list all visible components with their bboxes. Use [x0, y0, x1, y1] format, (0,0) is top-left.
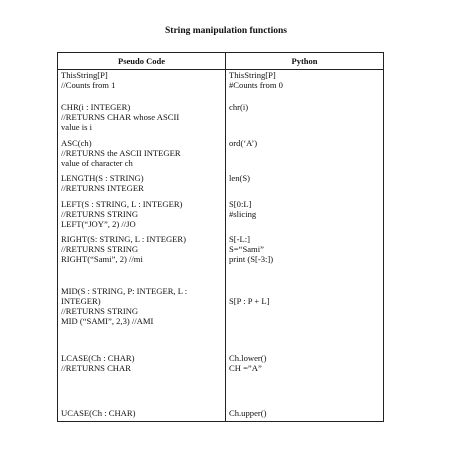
code-line: len(S): [229, 172, 251, 183]
code-line: MID(S : STRING, P: INTEGER, L :: [61, 285, 188, 296]
code-line: MID (“SAMI”, 2,3) //AMI: [61, 315, 154, 326]
table-row: [58, 408, 384, 422]
code-line: [229, 286, 380, 296]
python-cell: [226, 234, 384, 286]
pseudo-cell: [58, 408, 226, 422]
code-line: #slicing: [229, 208, 257, 219]
code-line: UCASE(Ch : CHAR): [61, 407, 136, 418]
code-line: //RETURNS STRING: [61, 243, 139, 254]
table-row: [58, 234, 384, 286]
code-line: ThisString[P]: [61, 70, 108, 80]
string-functions-table: [57, 52, 384, 422]
code-line: S[-L:]: [229, 233, 251, 244]
code-line: ThisString[P]: [229, 70, 276, 80]
code-line: ASC(ch): [61, 137, 92, 148]
table-row: [58, 173, 384, 199]
page-title: String manipulation functions: [165, 26, 287, 36]
code-line: LEFT(S : STRING, L : INTEGER): [61, 198, 183, 209]
python-cell: [226, 173, 384, 199]
table-row: [58, 286, 384, 353]
table-row: [58, 102, 384, 138]
pseudo-cell: [58, 173, 226, 199]
code-line: value of character ch: [61, 157, 133, 168]
pseudo-cell: [58, 353, 226, 408]
code-line: value is i: [61, 121, 93, 132]
code-line: S=“Sami”: [229, 243, 264, 254]
code-line: LEFT(“JOY”, 2) //JO: [61, 218, 136, 229]
python-cell: [226, 102, 384, 138]
code-line: ord(‘A’): [229, 137, 258, 148]
code-line: //RETURNS the ASCII INTEGER: [61, 147, 181, 158]
python-cell: [226, 286, 384, 353]
table-row: [58, 353, 384, 408]
header-pseudo-code: Pseudo Code: [58, 53, 226, 70]
table-row: [58, 70, 384, 102]
pseudo-cell: [58, 286, 226, 353]
header-python: Python: [226, 53, 384, 70]
code-line: S[0:L]: [229, 198, 252, 209]
code-line: LCASE(Ch : CHAR): [61, 352, 135, 363]
code-line: CH =”A”: [229, 362, 262, 373]
code-line: Ch.upper(): [229, 407, 267, 418]
python-cell: [226, 408, 384, 422]
pseudo-cell: [58, 199, 226, 234]
table-row: [58, 138, 384, 173]
code-line: #Counts from 0: [229, 80, 283, 90]
code-line: LENGTH(S : STRING): [61, 172, 144, 183]
table-row: [58, 199, 384, 234]
code-line: S[P : P + L]: [229, 295, 270, 306]
code-line: //RETURNS STRING: [61, 305, 139, 316]
code-line: RIGHT(S: STRING, L : INTEGER): [61, 233, 186, 244]
code-line: //RETURNS CHAR whose ASCII: [61, 111, 180, 122]
code-line: //Counts from 1: [61, 80, 116, 90]
code-line: Ch.lower(): [229, 352, 267, 363]
code-line: INTEGER): [61, 295, 101, 306]
python-cell: [226, 199, 384, 234]
pseudo-cell: [58, 70, 226, 102]
code-line: //RETURNS INTEGER: [61, 182, 144, 193]
code-line: //RETURNS CHAR: [61, 362, 131, 373]
pseudo-cell: [58, 234, 226, 286]
table-header-row: [58, 53, 384, 70]
code-line: CHR(i : INTEGER): [61, 101, 131, 112]
code-line: print (S[-3:]): [229, 253, 274, 264]
pseudo-cell: [58, 102, 226, 138]
code-line: //RETURNS STRING: [61, 208, 139, 219]
python-cell: [226, 70, 384, 102]
code-line: RIGHT(“Sami”, 2) //mi: [61, 253, 143, 264]
python-cell: [226, 138, 384, 173]
python-cell: [226, 353, 384, 408]
code-line: chr(i): [229, 101, 249, 112]
pseudo-cell: [58, 138, 226, 173]
